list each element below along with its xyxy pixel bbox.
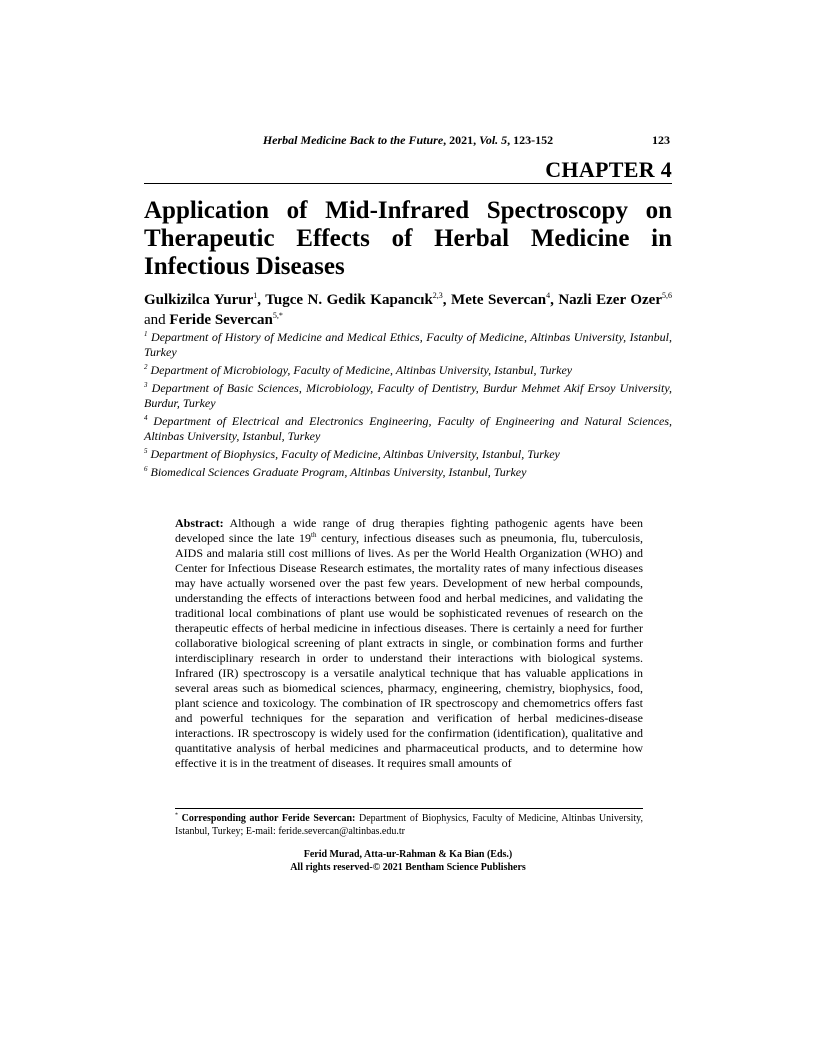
publisher-info	[144, 848, 672, 874]
affiliation-text: Department of History of Medicine and Medical Ethics, Faculty of Medicine, Altinbas University, Istanbul, Turkey	[144, 330, 672, 359]
journal-title: Herbal Medicine Back to the Future	[262, 133, 444, 147]
chapter-divider	[144, 183, 672, 184]
author-list	[144, 290, 672, 330]
corresponding-author-footnote	[175, 812, 643, 838]
author-separator: ,	[257, 292, 266, 308]
affiliation-list	[144, 330, 672, 483]
affiliation-number: 6	[144, 465, 148, 473]
affiliation-text: Department of Biophysics, Faculty of Medicine, Altinbas University, Istanbul, Turkey	[147, 447, 560, 461]
footnote-divider	[175, 808, 643, 809]
author-affiliation-marker: 4	[546, 291, 551, 300]
author-affiliation-marker: 5,*	[272, 311, 283, 320]
author-name: Feride Severcan	[169, 312, 273, 328]
affiliation-item	[144, 414, 672, 444]
abstract-text-continued: century, infectious diseases such as pneumonia, flu, tuberculosis, AIDS and malaria still cost millions of lives. As per the World Health Organization (WHO) and Center for Infectious Disease Research estimates, the mortality rates of many infectious diseases may have actually worsened over the past few years. Development of new herbal compounds, understanding the effects of interactions between food and herbal medicines, and validating the traditional local combinations of plant use would be sophisticated revenues of research on the therapeutic effects of herbal medicine in infectious diseases. There is certainly a need for further collaborative biological screening of plant extracts in single, or combination forms and further interdisciplinary research in order to understand their interactions with biological systems. Infrared (IR) spectroscopy is a versatile analytical technique that has valuable applications in several areas such as biomedical sciences, pharmacy, engineering, chemistry, biophysics, food, plant science and toxicology. The combination of IR spectroscopy and chemometrics offers fast and powerful techniques for the separation and verification of herbal medicines-disease interactions. IR spectroscopy is widely used for the confirmation (identification), qualitative and quantitative analysis of herbal medicines and pharmaceutical products, and to determine how effective it is in the treatment of diseases. It requires small amounts of	[175, 531, 644, 770]
affiliation-item	[144, 330, 672, 360]
footnote-marker: *	[175, 812, 178, 819]
journal-pages: , 123-152	[507, 133, 554, 147]
journal-year: , 2021,	[443, 133, 480, 147]
author-affiliation-marker: 2,3	[432, 291, 443, 300]
affiliation-number: 3	[144, 381, 148, 389]
abstract-superscript: th	[311, 531, 317, 539]
author-separator: ,	[442, 292, 452, 308]
journal-volume: Vol. 5	[479, 133, 508, 147]
affiliation-item	[144, 465, 672, 480]
page-number: 123	[652, 133, 670, 147]
author-affiliation-marker: 1	[253, 291, 258, 300]
author-affiliation-marker: 5,6	[661, 291, 672, 300]
abstract	[175, 516, 643, 771]
affiliation-text: Department of Electrical and Electronics Engineering, Faculty of Engineering and Natural Sciences, Altinbas University, Istanbul, Turkey	[144, 414, 672, 443]
affiliation-number: 4	[144, 414, 148, 422]
editors-line: Ferid Murad, Atta-ur-Rahman & Ka Bian (Eds.)	[303, 849, 513, 860]
abstract-label: Abstract:	[175, 516, 224, 530]
running-header	[144, 133, 672, 149]
author-name: Mete Severcan	[451, 292, 547, 308]
affiliation-item	[144, 363, 672, 378]
affiliation-number: 2	[144, 363, 148, 371]
author-separator: and	[144, 312, 170, 328]
author-name: Tugce N. Gedik Kapancık	[265, 292, 433, 308]
affiliation-number: 5	[144, 447, 148, 455]
abstract-text: Although a wide range of drug therapies fighting pathogenic agents have been developed since the late 19	[175, 516, 643, 545]
footnote-label: Corresponding author Feride Severcan:	[178, 813, 356, 824]
affiliation-text: Biomedical Sciences Graduate Program, Altinbas University, Istanbul, Turkey	[147, 465, 527, 479]
affiliation-item	[144, 381, 672, 411]
affiliation-item	[144, 447, 672, 462]
author-name: Gulkizilca Yurur	[144, 292, 254, 308]
author-separator: ,	[550, 292, 559, 308]
affiliation-text: Department of Microbiology, Faculty of Medicine, Altinbas University, Istanbul, Turkey	[147, 363, 573, 377]
chapter-label: CHAPTER 4	[545, 157, 672, 182]
copyright-line: All rights reserved-© 2021 Bentham Science Publishers	[290, 862, 526, 873]
footnote-text: Department of Biophysics, Faculty of Medicine, Altinbas University, Istanbul, Turkey; E-mail: feride.severcan@altinbas.edu.tr	[175, 813, 643, 837]
affiliation-number: 1	[144, 330, 148, 338]
author-name: Nazli Ezer Ozer	[558, 292, 662, 308]
affiliation-text: Department of Basic Sciences, Microbiology, Faculty of Dentistry, Burdur Mehmet Akif Ersoy University, Burdur, Turkey	[144, 381, 672, 410]
journal-citation	[144, 133, 672, 148]
article-title: Application of Mid-Infrared Spectroscopy on Therapeutic Effects of Herbal Medicine in Infectious Diseases	[144, 197, 672, 280]
